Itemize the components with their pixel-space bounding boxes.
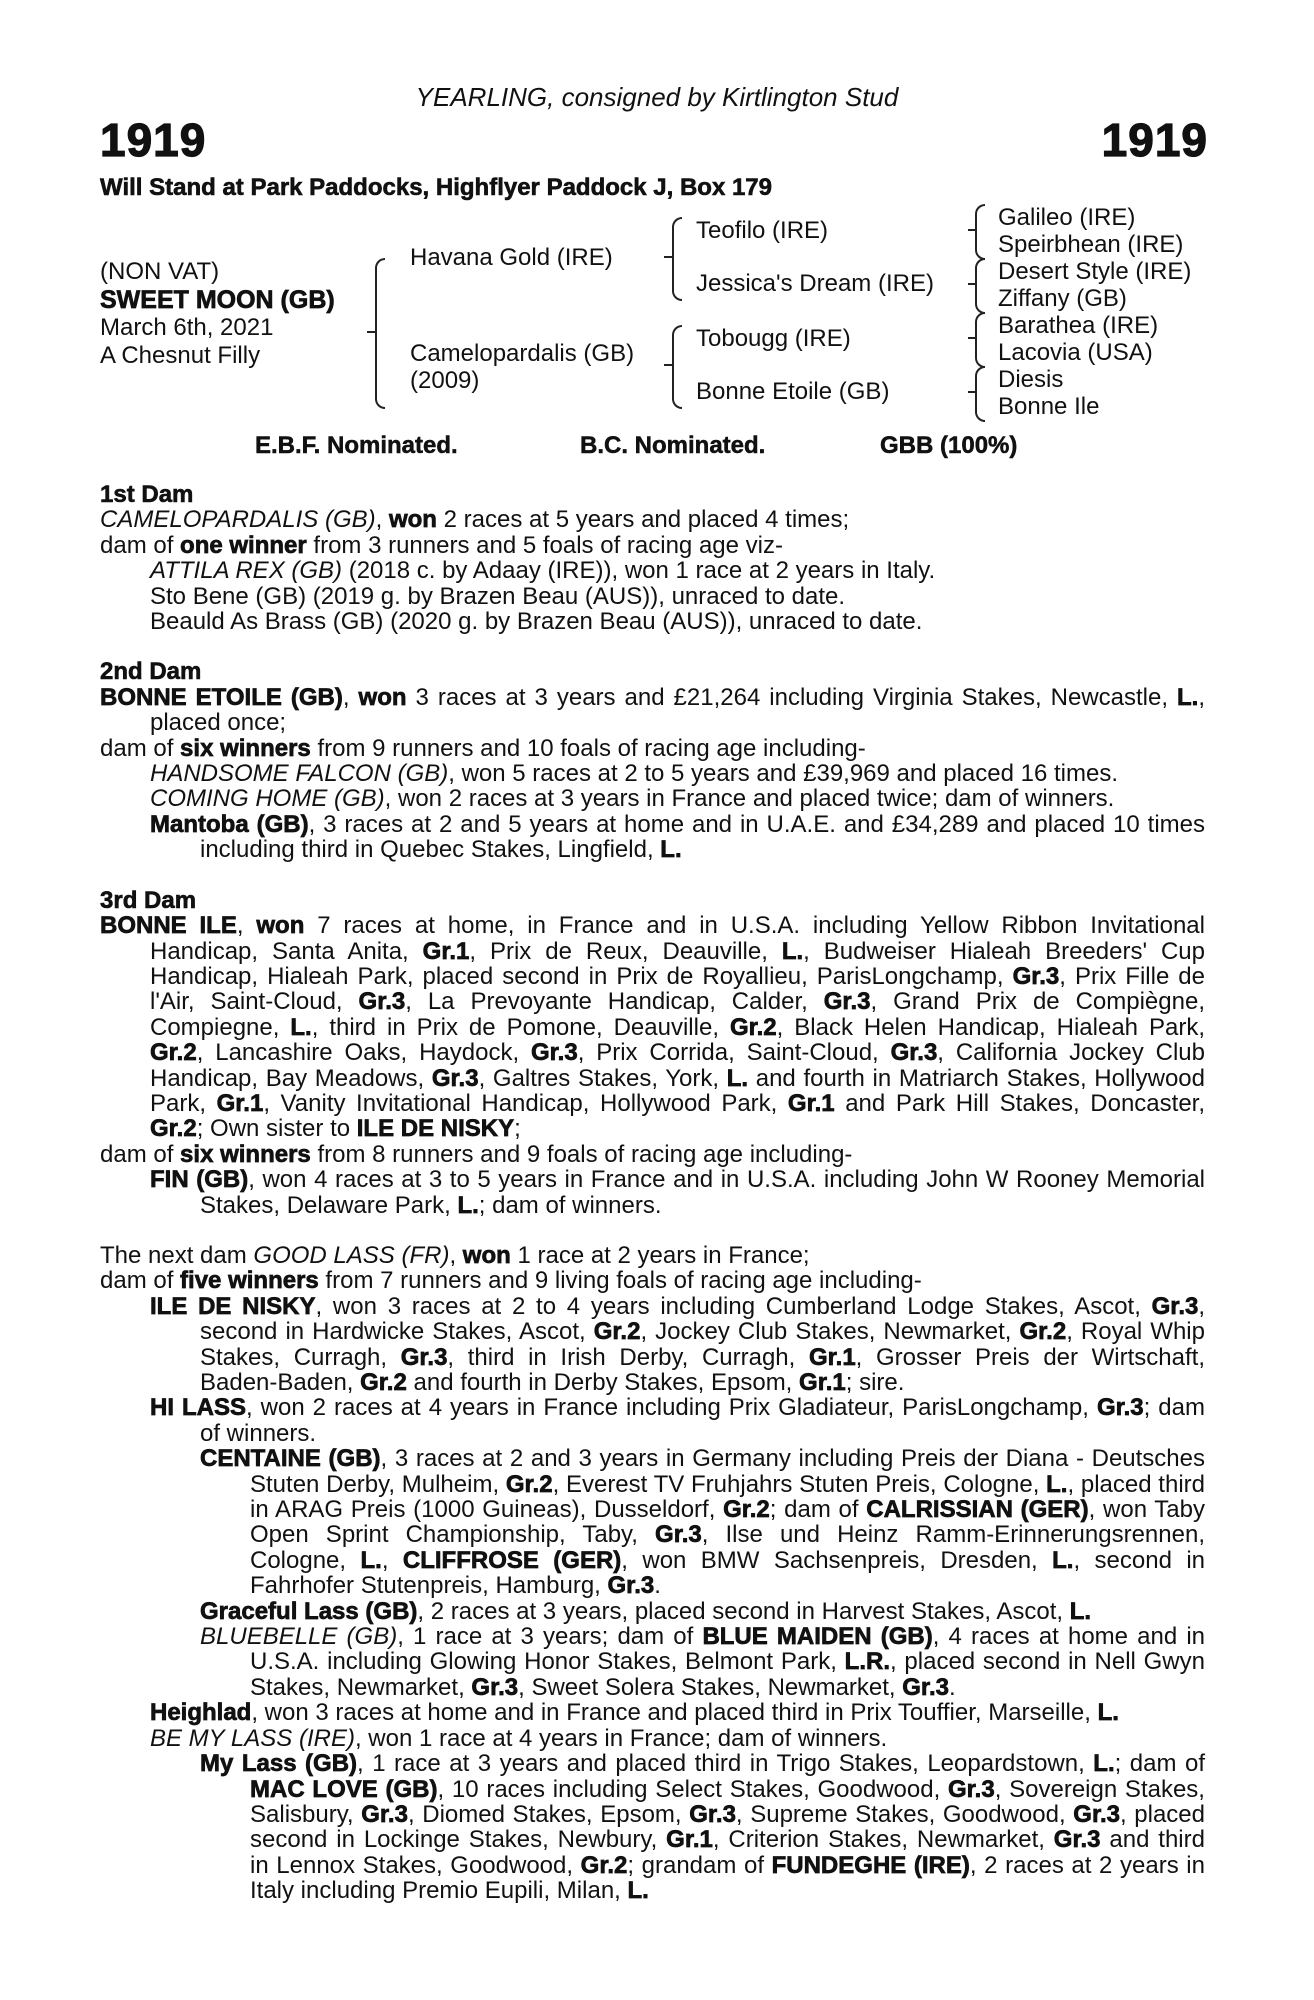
pedigree-brace-g4-tip xyxy=(968,391,976,393)
ggp-lacovia: Lacovia (USA) xyxy=(998,339,1153,366)
produce-sto-bene: Sto Bene (GB) (2019 g. by Brazen Beau (AUS)), unraced to date. xyxy=(150,582,846,610)
consignment-subtitle: YEARLING, consigned by Kirtlington Stud xyxy=(415,82,899,112)
pedigree-brace-dam-tip xyxy=(664,364,672,366)
produce-my-lass: My Lass (GB), 1 race at 3 years and placed third in Trigo Stakes, Leopardstown, L.; dam of MAC LOVE (GB), 10 races including Select Stakes, Goodwood, Gr.3, Sovereign Stakes, Salisbury, Gr.3, Diomed Stakes, Epsom, Gr.3, Supreme Stakes, Goodwood, Gr.3, placed second in Lockinge Stakes, Newbury, Gr.1, Criterion Stakes, Newmarket, Gr.3 and third in Lennox Stakes, Goodwood, Gr.2; grandam of FUNDEGHE (IRE), 2 races at 2 years in Italy including Premio Eupili, Milan, L. xyxy=(200,1750,1206,1905)
lot-number-left: 1919 xyxy=(100,114,207,166)
produce-fin: FIN (GB), won 4 races at 3 to 5 years in France and in U.S.A. including John W Rooney Memorial Stakes, Delaware Park, L.; dam of winners. xyxy=(150,1166,1206,1219)
produce-mantoba: Mantoba (GB), 3 races at 2 and 5 years at home and in U.A.E. and £34,289 and placed 10 times including third in Quebec Stakes, Lingfield, L. xyxy=(150,810,1206,864)
horse-description: A Chesnut Filly xyxy=(100,342,261,369)
ggp-desert-style: Desert Style (IRE) xyxy=(998,258,1192,285)
great-grandparents xyxy=(998,204,1191,420)
pedigree-brace-g3-tip xyxy=(968,337,976,339)
ggp-galileo: Galileo (IRE) xyxy=(998,204,1136,231)
third-dam-produce-line: dam of six winners from 8 runners and 9 foals of racing age including- xyxy=(100,1140,853,1168)
pedigree-brace-dam xyxy=(672,325,682,409)
gbb-status: GBB (100%) xyxy=(880,432,1018,459)
sire-dam: Jessica's Dream (IRE) xyxy=(696,270,934,297)
ggp-bonne-ile: Bonne Ile xyxy=(998,393,1100,420)
produce-graceful-lass: Graceful Lass (GB), 2 races at 3 years, placed second in Harvest Stakes, Ascot, L. xyxy=(200,1597,1092,1625)
sire-name: Havana Gold (IRE) xyxy=(410,244,613,271)
ebf-nomination: E.B.F. Nominated. xyxy=(255,432,458,459)
produce-be-my-lass: BE MY LASS (IRE), won 1 race at 4 years in France; dam of winners. xyxy=(150,1724,888,1752)
dam-sire: Tobougg (IRE) xyxy=(696,325,851,352)
dam-year: (2009) xyxy=(410,367,480,394)
first-dam-line: CAMELOPARDALIS (GB), won 2 races at 5 years and placed 4 times; xyxy=(100,506,850,534)
stand-location: Will Stand at Park Paddocks, Highflyer Paddock J, Box 179 xyxy=(100,174,772,201)
dam-dam: Bonne Etoile (GB) xyxy=(696,378,890,405)
pedigree-brace-g1-tip xyxy=(968,229,976,231)
pedigree-brace-g2-tip xyxy=(968,283,976,285)
pedigree-brace-main-tip xyxy=(367,331,375,333)
second-dam-heading: 2nd Dam xyxy=(100,658,202,686)
ggp-barathea: Barathea (IRE) xyxy=(998,312,1159,339)
pedigree-brace-g3 xyxy=(975,312,985,368)
horse-details xyxy=(100,258,335,370)
pedigree-brace-g1 xyxy=(975,204,985,260)
next-dam-produce-line: dam of five winners from 7 runners and 9 living foals of racing age including- xyxy=(100,1267,922,1295)
pedigree-brace-main xyxy=(375,258,385,409)
bc-nomination: B.C. Nominated. xyxy=(580,432,766,459)
produce-centaine: CENTAINE (GB), 3 races at 2 and 3 years in Germany including Preis der Diana - Deutsches Stuten Derby, Mulheim, Gr.2, Everest TV Fruhjahrs Stuten Preis, Cologne, L., placed third in ARAG Preis (1000 Guineas), Dusseldorf, Gr.2; dam of CALRISSIAN (GER), won Taby Open Sprint Championship, Taby, Gr.3, Ilse und Heinz Ramm-Erinnerungsrennen, Cologne, L., CLIFFROSE (GER), won BMW Sachsenpreis, Dresden, L., second in Fahrhofer Stutenpreis, Hamburg, Gr.3. xyxy=(200,1445,1206,1600)
produce-ile-de-nisky: ILE DE NISKY, won 3 races at 2 to 4 years including Cumberland Lodge Stakes, Ascot, Gr.3, second in Hardwicke Stakes, Ascot, Gr.2, Jockey Club Stakes, Newmarket, Gr.2, Royal Whip Stakes, Curragh, Gr.3, third in Irish Derby, Curragh, Gr.1, Grosser Preis der Wirtschaft, Baden-Baden, Gr.2 and fourth in Derby Stakes, Epsom, Gr.1; sire. xyxy=(150,1292,1206,1396)
produce-bluebelle: BLUEBELLE (GB), 1 race at 3 years; dam of BLUE MAIDEN (GB), 4 races at home and in U.S.A. including Glowing Honor Stakes, Belmont Park, L.R., placed second in Nell Gwyn Stakes, Newmarket, Gr.3, Sweet Solera Stakes, Newmarket, Gr.3. xyxy=(200,1623,1205,1701)
lot-number-right: 1919 xyxy=(1101,114,1208,166)
first-dam-produce-line: dam of one winner from 3 runners and 5 foals of racing age viz- xyxy=(100,531,783,559)
first-dam-heading: 1st Dam xyxy=(100,481,194,508)
produce-attila-rex: ATTILA REX (GB) (2018 c. by Adaay (IRE)), won 1 race at 2 years in Italy. xyxy=(150,557,936,585)
pedigree-brace-g4 xyxy=(975,366,985,422)
foaling-date: March 6th, 2021 xyxy=(100,314,274,341)
produce-coming-home: COMING HOME (GB), won 2 races at 3 years in France and placed twice; dam of winners. xyxy=(150,785,1115,813)
catalogue-body xyxy=(100,482,1205,1904)
pedigree-brace-sire-tip xyxy=(664,256,672,258)
ggp-diesis: Diesis xyxy=(998,366,1064,393)
second-dam-para: BONNE ETOILE (GB), won 3 races at 3 years and £21,264 including Virginia Stakes, Newcastle, L., placed once; xyxy=(100,683,1205,737)
sire-sire: Teofilo (IRE) xyxy=(696,217,829,244)
horse-name: SWEET MOON (GB) xyxy=(100,286,335,314)
vat-status: (NON VAT) xyxy=(100,258,220,285)
ggp-speirbhean: Speirbhean (IRE) xyxy=(998,231,1184,258)
next-dam-line: The next dam GOOD LASS (FR), won 1 race at 2 years in France; xyxy=(100,1241,810,1269)
third-dam-para: BONNE ILE, won 7 races at home, in France and in U.S.A. including Yellow Ribbon Invitational Handicap, Santa Anita, Gr.1, Prix de Reux, Deauville, L., Budweiser Hialeah Breeders' Cup Handicap, Hialeah Park, placed second in Prix de Royallieu, ParisLongchamp, Gr.3, Prix Fille de l'Air, Saint-Cloud, Gr.3, La Prevoyante Handicap, Calder, Gr.3, Grand Prix de Compiègne, Compiegne, L., third in Prix de Pomone, Deauville, Gr.2, Black Helen Handicap, Hialeah Park, Gr.2, Lancashire Oaks, Haydock, Gr.3, Prix Corrida, Saint-Cloud, Gr.3, California Jockey Club Handicap, Bay Meadows, Gr.3, Galtres Stakes, York, L. and fourth in Matriarch Stakes, Hollywood Park, Gr.1, Vanity Invitational Handicap, Hollywood Park, Gr.1 and Park Hill Stakes, Doncaster, Gr.2; Own sister to ILE DE NISKY; xyxy=(100,912,1206,1143)
produce-beauld-as-brass: Beauld As Brass (GB) (2020 g. by Brazen Beau (AUS)), unraced to date. xyxy=(150,608,923,636)
pedigree-brace-g2 xyxy=(975,258,985,314)
ggp-ziffany: Ziffany (GB) xyxy=(998,285,1127,312)
dam-name: Camelopardalis (GB) xyxy=(410,340,635,367)
produce-heighlad: Heighlad, won 3 races at home and in France and placed third in Prix Touffier, Marseille, L. xyxy=(150,1699,1119,1727)
pedigree-brace-sire xyxy=(672,217,682,301)
second-dam-produce-line: dam of six winners from 9 runners and 10 foals of racing age including- xyxy=(100,734,866,762)
produce-handsome-falcon: HANDSOME FALCON (GB), won 5 races at 2 to 5 years and £39,969 and placed 16 times. xyxy=(150,760,1119,788)
third-dam-heading: 3rd Dam xyxy=(100,886,197,914)
produce-hi-lass: HI LASS, won 2 races at 4 years in France including Prix Gladiateur, ParisLongchamp, Gr.3; dam of winners. xyxy=(150,1394,1205,1447)
